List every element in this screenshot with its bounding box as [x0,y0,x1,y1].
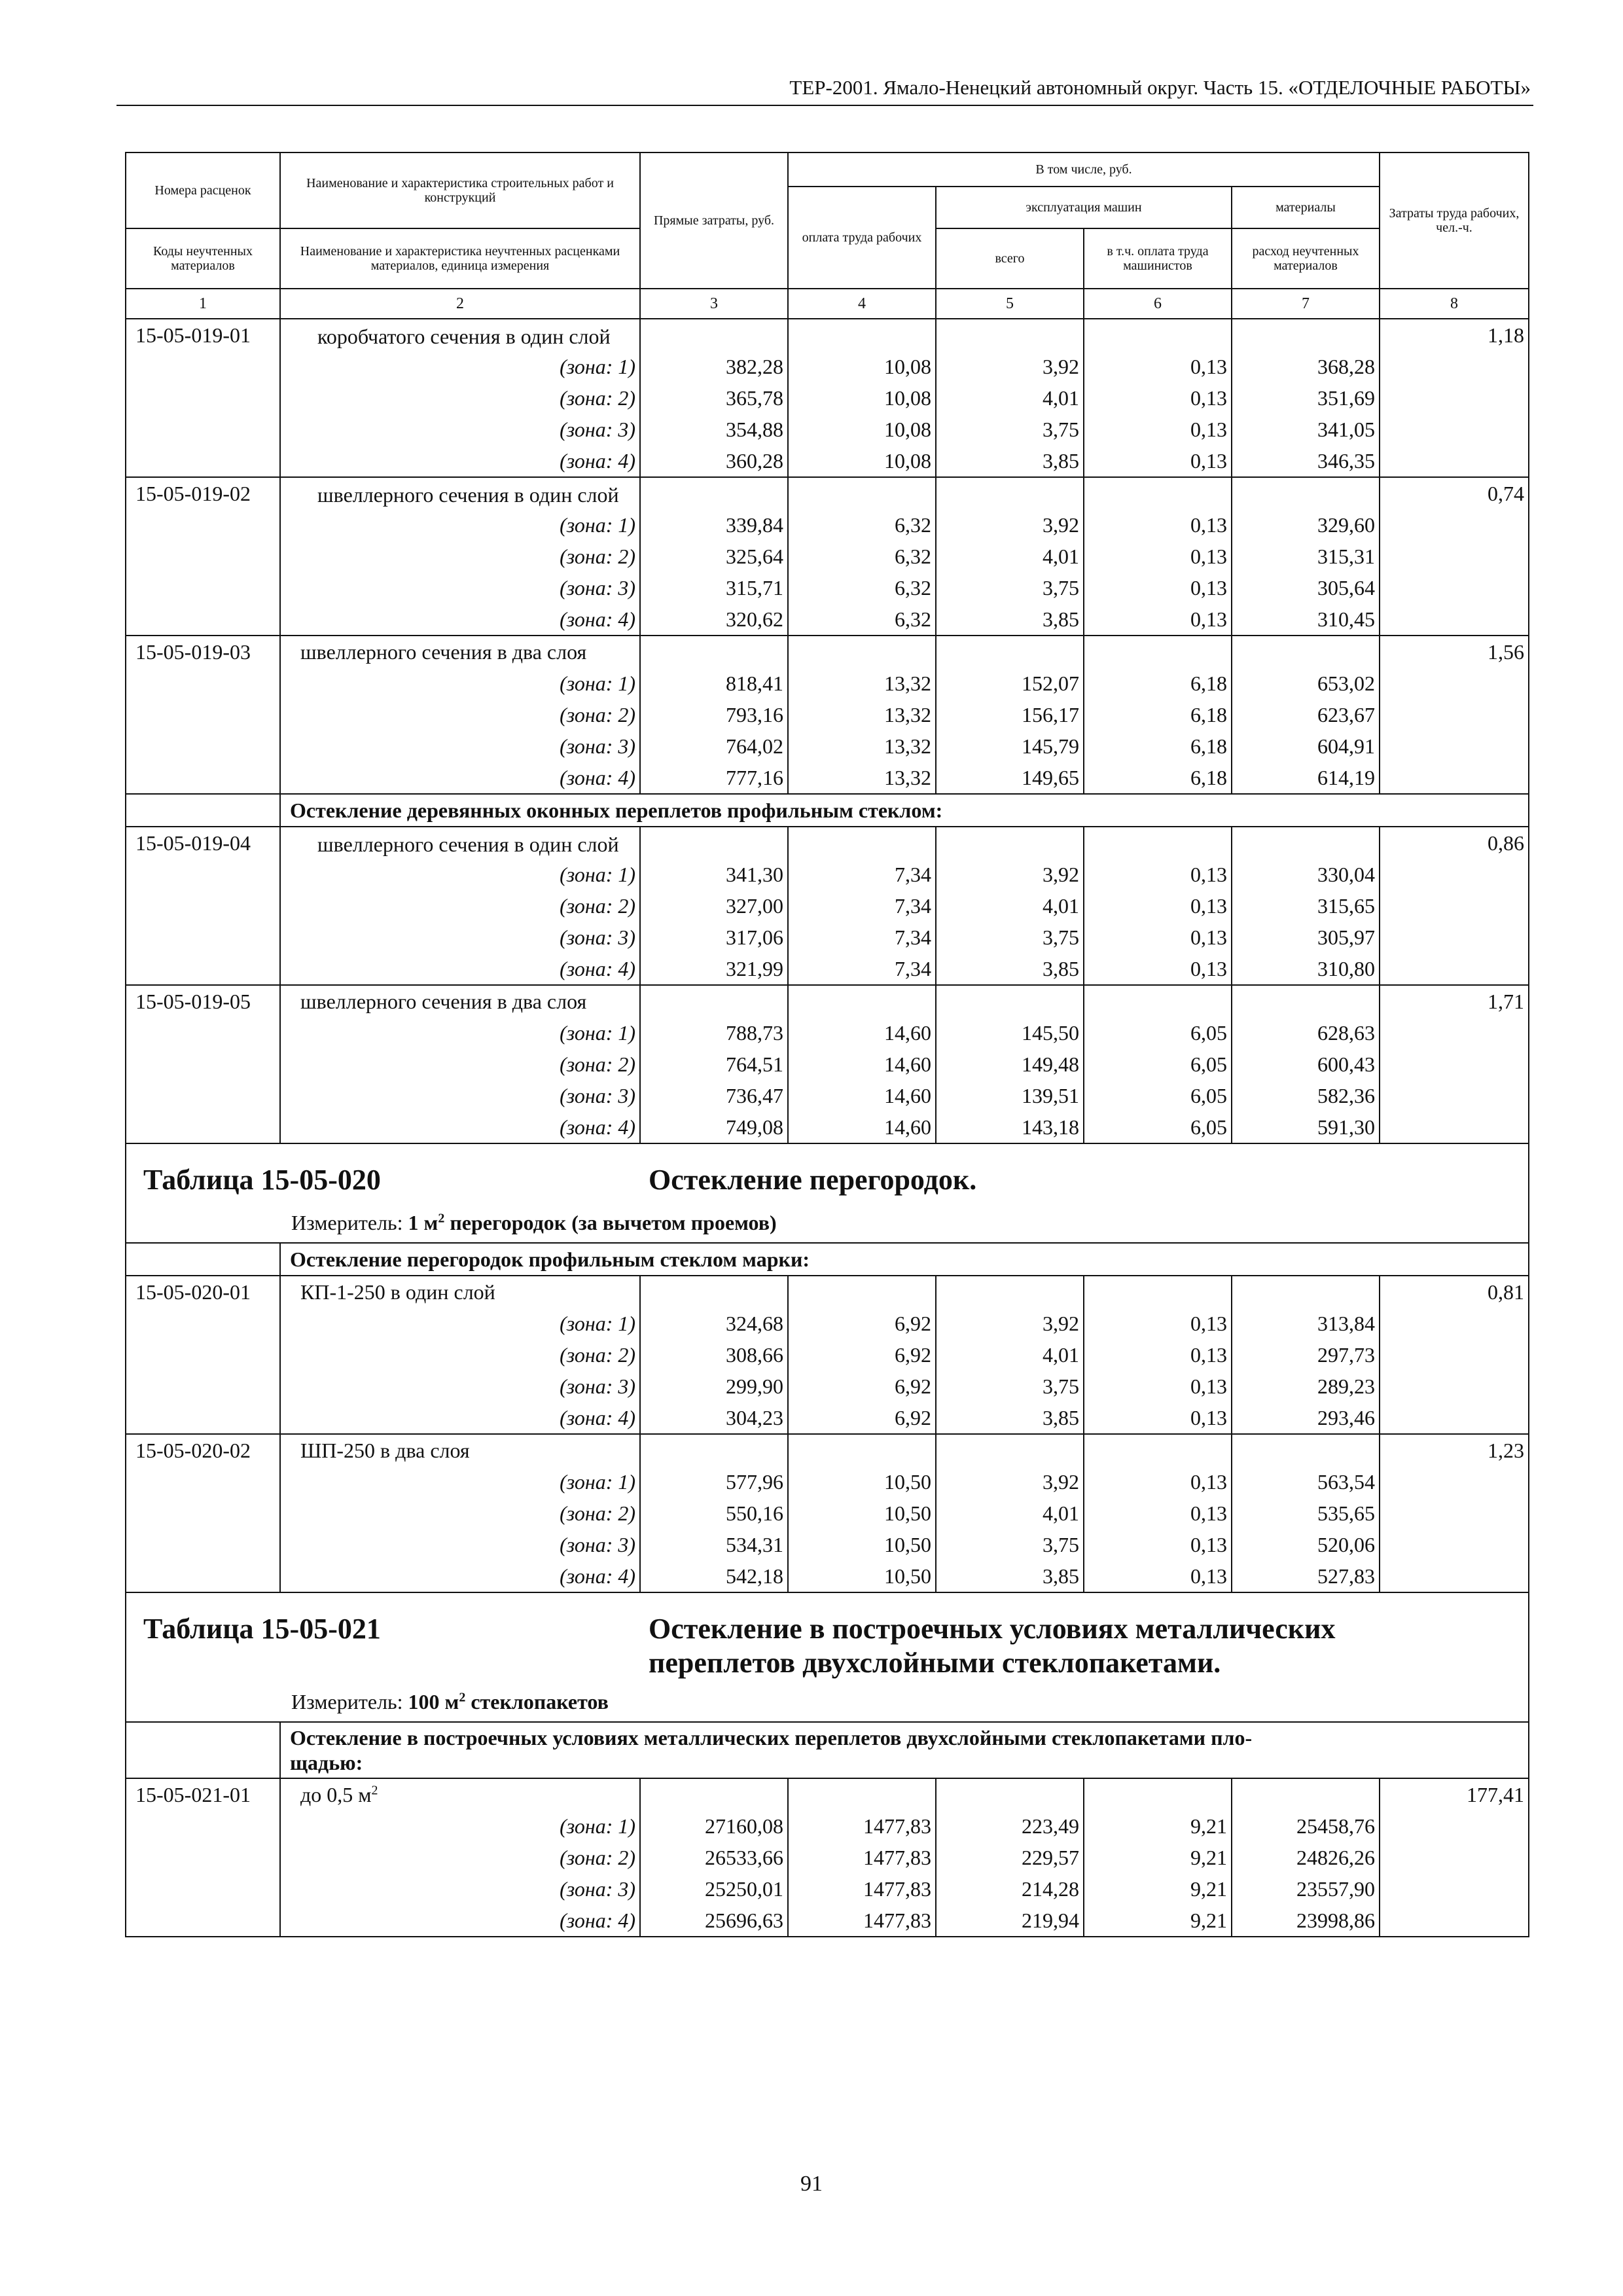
machinists-wages: 6,05 [1084,1111,1232,1143]
labor-value: 1,23 [1380,1434,1529,1466]
materials: 23998,86 [1232,1905,1380,1937]
machines-total: 145,79 [936,730,1084,762]
machines-total: 145,50 [936,1017,1084,1049]
machines-total: 214,28 [936,1873,1084,1905]
machinists-wages: 0,13 [1084,1402,1232,1434]
zone-label: (зона: 1) [280,1308,640,1339]
machinists-wages: 0,13 [1084,572,1232,603]
direct-cost: 27160,08 [640,1810,788,1842]
table-number: Таблица 15-05-020 [143,1164,381,1196]
materials: 563,54 [1232,1466,1380,1498]
machinists-wages: 9,21 [1084,1842,1232,1873]
materials: 24826,26 [1232,1842,1380,1873]
zone-label: (зона: 3) [280,1371,640,1402]
direct-cost: 317,06 [640,922,788,953]
machinists-wages: 0,13 [1084,603,1232,636]
wages: 14,60 [788,1017,936,1049]
direct-cost: 360,28 [640,445,788,477]
materials: 329,60 [1232,509,1380,541]
direct-cost: 365,78 [640,382,788,414]
machinists-wages: 0,13 [1084,445,1232,477]
rate-code: 15-05-019-04 [126,827,280,859]
wages: 13,32 [788,762,936,794]
rate-code: 15-05-019-02 [126,477,280,509]
materials: 600,43 [1232,1049,1380,1080]
materials: 293,46 [1232,1402,1380,1434]
wages: 6,32 [788,509,936,541]
machines-total: 3,92 [936,859,1084,890]
col-number: 8 [1380,289,1529,319]
wages: 6,92 [788,1371,936,1402]
machines-total: 3,92 [936,1466,1084,1498]
direct-cost: 764,51 [640,1049,788,1080]
zone-label: (зона: 2) [280,890,640,922]
zone-label: (зона: 4) [280,1111,640,1143]
materials: 25458,76 [1232,1810,1380,1842]
machinists-wages: 0,13 [1084,1339,1232,1371]
price-group [126,477,1529,636]
zone-label: (зона: 1) [280,668,640,699]
materials: 351,69 [1232,382,1380,414]
wages: 1477,83 [788,1842,936,1873]
direct-cost: 550,16 [640,1498,788,1529]
machinists-wages: 0,13 [1084,953,1232,985]
rate-code: 15-05-019-01 [126,319,280,351]
labor-value: 177,41 [1380,1778,1529,1810]
wages: 1477,83 [788,1873,936,1905]
machines-total: 3,92 [936,1308,1084,1339]
direct-cost: 764,02 [640,730,788,762]
col-materials: материалы [1232,187,1380,228]
zone-label: (зона: 3) [280,922,640,953]
wages: 7,34 [788,890,936,922]
rate-code: 15-05-019-03 [126,636,280,668]
machines-total: 3,85 [936,1560,1084,1592]
table-header [126,152,1529,319]
zone-label: (зона: 2) [280,382,640,414]
wages: 10,08 [788,414,936,445]
wages: 10,50 [788,1529,936,1560]
machines-total: 152,07 [936,668,1084,699]
machines-total: 3,75 [936,1529,1084,1560]
rate-name: до 0,5 $м^2$ [280,1778,640,1810]
machines-total: 4,01 [936,1339,1084,1371]
table-020-heading [126,1143,1529,1243]
col-including: В том числе, руб. [788,152,1380,187]
rate-name: швеллерного сечения в два слоя [280,985,640,1017]
machinists-wages: 0,13 [1084,1498,1232,1529]
labor-value: 0,86 [1380,827,1529,859]
direct-cost: 793,16 [640,699,788,730]
direct-cost: 542,18 [640,1560,788,1592]
direct-cost: 321,99 [640,953,788,985]
zone-label: (зона: 2) [280,1842,640,1873]
col-number: 3 [640,289,788,319]
wages: 14,60 [788,1049,936,1080]
direct-cost: 308,66 [640,1339,788,1371]
machinists-wages: 0,13 [1084,351,1232,382]
direct-cost: 327,00 [640,890,788,922]
col-wages: оплата труда рабочих [788,187,936,289]
machinists-wages: 0,13 [1084,1529,1232,1560]
materials: 310,80 [1232,953,1380,985]
direct-cost: 325,64 [640,541,788,572]
machines-total: 149,48 [936,1049,1084,1080]
machinists-wages: 9,21 [1084,1905,1232,1937]
zone-label: (зона: 2) [280,1498,640,1529]
direct-cost: 320,62 [640,603,788,636]
col-materials-consumption: расход неучтенных материалов [1232,228,1380,289]
price-group [126,985,1529,1143]
page-number: 91 [800,2172,823,2196]
machines-total: 3,92 [936,351,1084,382]
zone-label: (зона: 3) [280,572,640,603]
machinists-wages: 6,05 [1084,1017,1232,1049]
machinists-wages: 0,13 [1084,382,1232,414]
section-label-group [126,1722,1529,1778]
wages: 6,92 [788,1308,936,1339]
materials: 653,02 [1232,668,1380,699]
col-number: 7 [1232,289,1380,319]
machines-total: 3,92 [936,509,1084,541]
zone-label: (зона: 4) [280,762,640,794]
materials: 614,19 [1232,762,1380,794]
materials: 368,28 [1232,351,1380,382]
machinists-wages: 0,13 [1084,859,1232,890]
zone-label: (зона: 4) [280,1905,640,1937]
table-title: Остекление перегородок. [649,1164,977,1196]
machinists-wages: 0,13 [1084,922,1232,953]
price-group [126,1778,1529,1937]
materials: 330,04 [1232,859,1380,890]
machinists-wages: 0,13 [1084,1466,1232,1498]
machinists-wages: 6,05 [1084,1049,1232,1080]
col-name-bottom: Наименование и характеристика неучтенных расценками материалов, единица измерения [280,228,640,289]
zone-label: (зона: 3) [280,414,640,445]
rate-name: коробчатого сечения в один слой [280,319,640,351]
machines-total: 149,65 [936,762,1084,794]
labor-value: 1,71 [1380,985,1529,1017]
direct-cost: 25696,63 [640,1905,788,1937]
machines-total: 3,75 [936,572,1084,603]
zone-label: (зона: 1) [280,351,640,382]
section-label-group [126,794,1529,827]
machines-total: 3,85 [936,445,1084,477]
wages: 1477,83 [788,1810,936,1842]
rate-code: 15-05-020-01 [126,1276,280,1308]
labor-value: 1,18 [1380,319,1529,351]
machinists-wages: 0,13 [1084,1560,1232,1592]
rate-name: швеллерного сечения в два слоя [280,636,640,668]
price-group [126,1434,1529,1592]
section-label-wood: Остекление деревянных оконных переплетов профильным стеклом: [280,794,1529,827]
wages: 7,34 [788,953,936,985]
wages: 7,34 [788,859,936,890]
zone-label: (зона: 1) [280,1017,640,1049]
section-label-group [126,1243,1529,1276]
materials: 623,67 [1232,699,1380,730]
col-machines-total: всего [936,228,1084,289]
zone-label: (зона: 1) [280,509,640,541]
running-header [116,73,1533,106]
wages: 10,50 [788,1560,936,1592]
direct-cost: 324,68 [640,1308,788,1339]
zone-label: (зона: 4) [280,953,640,985]
rate-name: ШП-250 в два слоя [280,1434,640,1466]
direct-cost: 26533,66 [640,1842,788,1873]
materials: 591,30 [1232,1111,1380,1143]
machines-total: 223,49 [936,1810,1084,1842]
machines-total: 3,85 [936,1402,1084,1434]
price-table [125,152,1529,1937]
materials: 520,06 [1232,1529,1380,1560]
rate-code: 15-05-019-05 [126,985,280,1017]
zone-label: (зона: 4) [280,1402,640,1434]
rate-name: швеллерного сечения в один слой [280,827,640,859]
col-codes-top: Номера расценок [126,152,280,228]
machinists-wages: 9,21 [1084,1873,1232,1905]
machines-total: 139,51 [936,1080,1084,1111]
direct-cost: 299,90 [640,1371,788,1402]
zone-label: (зона: 1) [280,859,640,890]
wages: 14,60 [788,1111,936,1143]
direct-cost: 382,28 [640,351,788,382]
materials: 527,83 [1232,1560,1380,1592]
direct-cost: 354,88 [640,414,788,445]
table-021-heading [126,1592,1529,1722]
machines-total: 219,94 [936,1905,1084,1937]
wages: 10,08 [788,351,936,382]
zone-label: (зона: 1) [280,1810,640,1842]
table-title-line-1: Остекление в построечных условиях металлических [649,1613,1336,1645]
zone-label: (зона: 2) [280,699,640,730]
col-number: 5 [936,289,1084,319]
machines-total: 143,18 [936,1111,1084,1143]
machinists-wages: 0,13 [1084,890,1232,922]
zone-label: (зона: 4) [280,445,640,477]
table-number: Таблица 15-05-021 [143,1613,381,1645]
machines-total: 3,85 [936,603,1084,636]
price-group [126,827,1529,985]
col-number: 1 [126,289,280,319]
wages: 6,32 [788,603,936,636]
price-group [126,636,1529,794]
machinists-wages: 6,18 [1084,668,1232,699]
machinists-wages: 6,18 [1084,762,1232,794]
wages: 10,50 [788,1498,936,1529]
zone-label: (зона: 3) [280,1873,640,1905]
wages: 7,34 [788,922,936,953]
direct-cost: 818,41 [640,668,788,699]
col-number: 6 [1084,289,1232,319]
machines-total: 3,75 [936,414,1084,445]
col-labor-costs: Затраты труда рабочих, чел.-ч. [1380,152,1529,289]
table-title-line-2: переплетов двухслойными стеклопакетами. [649,1647,1221,1679]
zone-label: (зона: 4) [280,1560,640,1592]
direct-cost: 749,08 [640,1111,788,1143]
price-group [126,319,1529,477]
labor-value: 0,81 [1380,1276,1529,1308]
direct-cost: 25250,01 [640,1873,788,1905]
zone-label: (зона: 1) [280,1466,640,1498]
machinists-wages: 0,13 [1084,1371,1232,1402]
price-group [126,1276,1529,1434]
measurement-unit: Измеритель: 100 $м^2$ стеклопакетов [291,1690,609,1713]
zone-label: (зона: 4) [280,603,640,636]
wages: 13,32 [788,730,936,762]
materials: 535,65 [1232,1498,1380,1529]
direct-cost: 736,47 [640,1080,788,1111]
direct-cost: 534,31 [640,1529,788,1560]
col-number: 4 [788,289,936,319]
materials: 310,45 [1232,603,1380,636]
wages: 10,08 [788,445,936,477]
zone-label: (зона: 3) [280,1529,640,1560]
materials: 297,73 [1232,1339,1380,1371]
machines-total: 229,57 [936,1842,1084,1873]
section-label-partitions: Остекление перегородок профильным стеклом марки: [280,1243,1529,1276]
direct-cost: 339,84 [640,509,788,541]
direct-cost: 341,30 [640,859,788,890]
labor-value: 1,56 [1380,636,1529,668]
col-name-top: Наименование и характеристика строительных работ и конструкций [280,152,640,228]
machinists-wages: 9,21 [1084,1810,1232,1842]
materials: 582,36 [1232,1080,1380,1111]
wages: 14,60 [788,1080,936,1111]
direct-cost: 577,96 [640,1466,788,1498]
machines-total: 4,01 [936,890,1084,922]
machines-total: 156,17 [936,699,1084,730]
direct-cost: 315,71 [640,572,788,603]
rate-name: КП-1-250 в один слой [280,1276,640,1308]
materials: 315,65 [1232,890,1380,922]
materials: 23557,90 [1232,1873,1380,1905]
machinists-wages: 0,13 [1084,1308,1232,1339]
zone-label: (зона: 3) [280,730,640,762]
col-direct-costs: Прямые затраты, руб. [640,152,788,289]
measurement-unit: Измеритель: 1 $м^2$ перегородок (за вычетом проемов) [291,1211,777,1234]
section-label-glass-units: Остекление в построечных условиях металлических переплетов двухслойными стеклопакетами пло- щадью: [280,1722,1529,1778]
machinists-wages: 6,18 [1084,730,1232,762]
wages: 6,32 [788,541,936,572]
labor-value: 0,74 [1380,477,1529,509]
direct-cost: 777,16 [640,762,788,794]
machinists-wages: 6,05 [1084,1080,1232,1111]
materials: 313,84 [1232,1308,1380,1339]
materials: 315,31 [1232,541,1380,572]
machines-total: 3,75 [936,922,1084,953]
direct-cost: 304,23 [640,1402,788,1434]
materials: 628,63 [1232,1017,1380,1049]
wages: 10,50 [788,1466,936,1498]
wages: 6,92 [788,1339,936,1371]
machinists-wages: 0,13 [1084,541,1232,572]
col-codes-bottom: Коды неучтенных материалов [126,228,280,289]
machinists-wages: 6,18 [1084,699,1232,730]
zone-label: (зона: 2) [280,1339,640,1371]
rate-code: 15-05-020-02 [126,1434,280,1466]
zone-label: (зона: 2) [280,541,640,572]
materials: 346,35 [1232,445,1380,477]
machines-total: 4,01 [936,541,1084,572]
wages: 6,32 [788,572,936,603]
machines-total: 3,85 [936,953,1084,985]
machinists-wages: 0,13 [1084,414,1232,445]
wages: 13,32 [788,699,936,730]
zone-label: (зона: 2) [280,1049,640,1080]
materials: 305,97 [1232,922,1380,953]
wages: 13,32 [788,668,936,699]
wages: 1477,83 [788,1905,936,1937]
col-number: 2 [280,289,640,319]
rate-name: швеллерного сечения в один слой [280,477,640,509]
header-text: ТЕР-2001. Ямало-Ненецкий автономный округ. Часть 15. «ОТДЕЛОЧНЫЕ РАБОТЫ» [789,76,1531,99]
rate-code: 15-05-021-01 [126,1778,280,1810]
machines-total: 3,75 [936,1371,1084,1402]
materials: 289,23 [1232,1371,1380,1402]
materials: 604,91 [1232,730,1380,762]
col-machinists-wages: в т.ч. оплата труда машинистов [1084,228,1232,289]
col-machines: эксплуатация машин [936,187,1232,228]
materials: 341,05 [1232,414,1380,445]
machines-total: 4,01 [936,1498,1084,1529]
wages: 6,92 [788,1402,936,1434]
machines-total: 4,01 [936,382,1084,414]
direct-cost: 788,73 [640,1017,788,1049]
zone-label: (зона: 3) [280,1080,640,1111]
wages: 10,08 [788,382,936,414]
machinists-wages: 0,13 [1084,509,1232,541]
materials: 305,64 [1232,572,1380,603]
